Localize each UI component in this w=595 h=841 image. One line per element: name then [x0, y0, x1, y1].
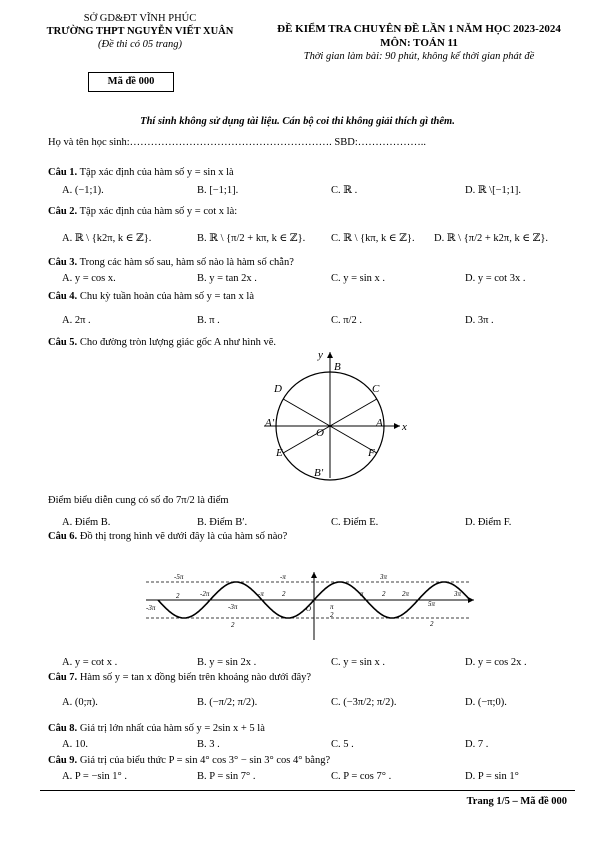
q9-option-d[interactable]: D. P = sin 1°: [465, 771, 519, 782]
label-x: x: [402, 421, 407, 433]
q9-option-a[interactable]: A. P = −sin 1° .: [62, 771, 127, 782]
tick-m3pi2-den: 2: [231, 621, 235, 629]
q1-option-c[interactable]: C. ℝ .: [331, 185, 358, 196]
q4-option-c[interactable]: C. π/2 .: [331, 315, 362, 326]
question-6: Câu 6. Đồ thị trong hình vẽ dưới đây là của hàm số nào?: [48, 531, 288, 542]
q8-option-c[interactable]: C. 5 .: [331, 739, 354, 750]
question-7: Câu 7. Hàm số y = tan x đồng biến trên khoảng nào dưới đây?: [48, 672, 312, 683]
q3-option-b[interactable]: B. y = tan 2x .: [197, 273, 257, 284]
label-O: O: [316, 427, 324, 439]
graph-y-arrow: [311, 572, 317, 578]
q2-option-c[interactable]: C. ℝ \ {kπ, k ∈ ℤ}.: [331, 233, 415, 244]
q1-option-d[interactable]: D. ℝ \[−1;1].: [465, 185, 522, 196]
trig-circle-figure: [250, 346, 410, 482]
graph-tick-labels: [146, 573, 462, 629]
question-3: Câu 3. Trong các hàm số sau, hàm số nào là hàm số chẵn?: [48, 257, 294, 268]
q8-option-a[interactable]: A. 10.: [62, 739, 88, 750]
q9-option-c[interactable]: C. P = cos 7° .: [331, 771, 392, 782]
tick-5pi2-den: 2: [430, 620, 434, 628]
tick-mpi2-den: 2: [282, 590, 286, 598]
q7-option-a[interactable]: A. (0;π).: [62, 697, 98, 708]
q9-option-b[interactable]: B. P = sin 7° .: [197, 771, 256, 782]
footer-rule: [40, 790, 575, 791]
q3-option-c[interactable]: C. y = sin x .: [331, 273, 386, 284]
x-axis-arrow: [394, 423, 400, 429]
q4-option-b[interactable]: B. π .: [197, 315, 220, 326]
header-right: [258, 22, 580, 64]
q1-option-b[interactable]: B. [−1;1].: [197, 185, 239, 196]
subject: MÔN: TOÁN 11: [380, 37, 458, 49]
tick-m2pi: -2π: [200, 590, 210, 598]
tick-mpi: -π: [258, 590, 264, 598]
school-name: TRƯỜNG THPT NGUYỄN VIẾT XUÂN: [46, 26, 234, 37]
label-B-prime: B′: [314, 467, 324, 479]
question-8: Câu 8. Giá trị lớn nhất của hàm số y = 2sin x + 5 là: [48, 723, 265, 734]
label-A-prime: A′: [265, 417, 275, 429]
q8-option-b[interactable]: B. 3 .: [197, 739, 220, 750]
header-left: [40, 12, 240, 51]
label-C: C: [372, 383, 380, 395]
q2-option-a[interactable]: A. ℝ \ {k2π, k ∈ ℤ}.: [62, 233, 152, 244]
q6-option-c[interactable]: C. y = sin x .: [331, 657, 386, 668]
question-1: Câu 1. Tập xác định của hàm số y = sin x là: [48, 167, 234, 178]
tick-O: O: [306, 605, 312, 613]
tick-m5pi2-den: 2: [176, 592, 180, 600]
page-count: (Đề thi có 05 trang): [98, 39, 182, 50]
q6-option-b[interactable]: B. y = sin 2x .: [197, 657, 257, 668]
tick-2pi: 2π: [402, 590, 410, 598]
tick-5pi2: 5π: [428, 600, 436, 608]
tick-3pi: 3π: [454, 590, 462, 598]
q3-option-a[interactable]: A. y = cos x.: [62, 273, 116, 284]
question-9: Câu 9. Giá trị của biểu thức P = sin 4° cos 3° − sin 3° cos 4° bằng?: [48, 755, 331, 766]
exam-title: ĐỀ KIỂM TRA CHUYÊN ĐỀ LẦN 1 NĂM HỌC 2023-2024: [277, 23, 561, 35]
tick-pi2: π: [330, 603, 334, 611]
page-footer: Trang 1/5 – Mã đề 000: [466, 796, 567, 807]
tick-pi2-den: 2: [330, 611, 334, 619]
q3-option-d[interactable]: D. y = cot 3x .: [465, 273, 526, 284]
q2-option-d[interactable]: D. ℝ \ {π/2 + k2π, k ∈ ℤ}.: [434, 233, 549, 244]
q4-option-a[interactable]: A. 2π .: [62, 315, 91, 326]
q7-option-b[interactable]: B. (−π/2; π/2).: [197, 697, 258, 708]
label-B: B: [334, 361, 341, 373]
question-4: Câu 4. Chu kỳ tuần hoàn của hàm số y = tan x là: [48, 291, 254, 302]
label-D: D: [274, 383, 282, 395]
q5-option-b[interactable]: B. Điểm B′.: [197, 517, 248, 528]
q5-after-text: Điểm biểu diễn cung có số đo 7π/2 là điểm: [48, 495, 229, 506]
q4-option-d[interactable]: D. 3π .: [465, 315, 494, 326]
tick-3pi2-den: 2: [382, 590, 386, 598]
question-5: Câu 5. Cho đường tròn lượng giác gốc A như hình vẽ.: [48, 337, 276, 348]
exam-note: Thí sinh không sử dụng tài liệu. Cán bộ coi thi không giải thích gì thêm.: [140, 116, 455, 127]
q5-option-d[interactable]: D. Điểm F.: [465, 517, 512, 528]
q6-option-a[interactable]: A. y = cot x .: [62, 657, 118, 668]
label-E: E: [276, 447, 283, 459]
y-axis-arrow: [327, 352, 333, 358]
exam-time: Thời gian làm bài: 90 phút, không kể thời gian phát đề: [303, 51, 535, 62]
tick-m3pi: -3π: [146, 604, 156, 612]
q5-option-a[interactable]: A. Điểm B.: [62, 517, 111, 528]
tick-mpi2: -π: [280, 573, 286, 581]
tick-m5pi2: -5π: [174, 573, 184, 581]
tick-m3pi2: -3π: [228, 603, 238, 611]
label-A: A: [376, 417, 383, 429]
dept-name: SỞ GD&ĐT VĨNH PHÚC: [83, 13, 197, 24]
question-2: Câu 2. Tập xác định của hàm số y = cot x là:: [48, 206, 238, 217]
q6-option-d[interactable]: D. y = cos 2x .: [465, 657, 527, 668]
exam-code: Mã đề 000: [88, 72, 174, 92]
q7-option-c[interactable]: C. (−3π/2; π/2).: [331, 697, 397, 708]
q8-option-d[interactable]: D. 7 .: [465, 739, 489, 750]
q2-option-b[interactable]: B. ℝ \ {π/2 + kπ, k ∈ ℤ}.: [197, 233, 306, 244]
label-F: F: [368, 447, 375, 459]
q1-option-a[interactable]: A. (−1;1).: [62, 185, 104, 196]
student-line: Họ và tên học sinh:…………………………………………………. SBD:………………..: [48, 137, 426, 148]
label-y: y: [318, 349, 323, 361]
tick-pi: π: [360, 590, 364, 598]
q5-option-c[interactable]: C. Điểm E.: [331, 517, 379, 528]
q7-option-d[interactable]: D. (−π;0).: [465, 697, 507, 708]
sine-graph-figure: [140, 570, 480, 645]
tick-3pi2: 3π: [380, 573, 388, 581]
